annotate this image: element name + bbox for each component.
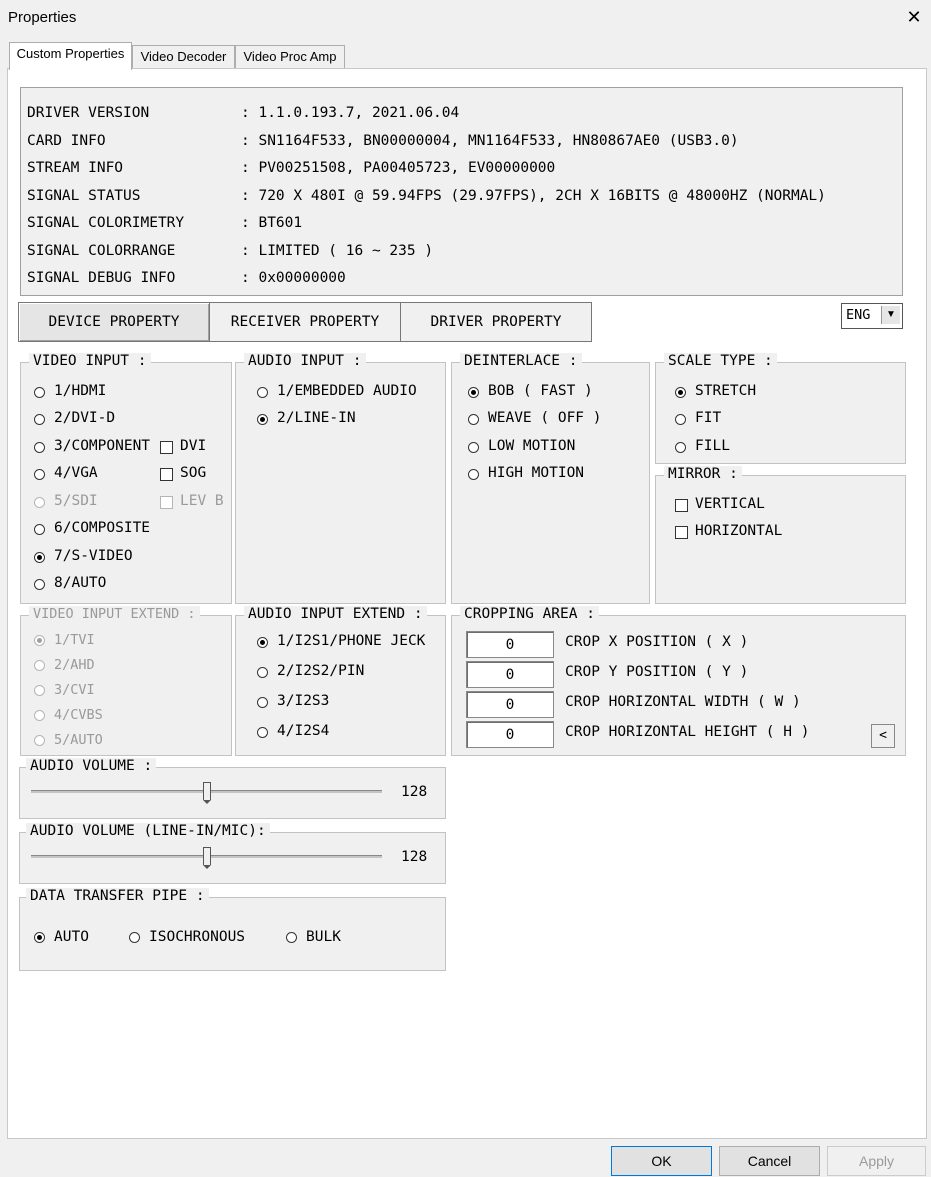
info-value: : LIMITED ( 16 ~ 235 ) (241, 242, 434, 259)
info-labels (27, 105, 184, 298)
checkbox-lev-b (160, 496, 173, 509)
info-label: CARD INFO (27, 132, 106, 149)
checkbox-label: SOG (180, 465, 207, 481)
radio-component[interactable] (34, 442, 45, 453)
audio-volume-title: AUDIO VOLUME : (26, 758, 156, 774)
driver-property-button[interactable]: DRIVER PROPERTY (400, 302, 592, 342)
radio-weave[interactable] (468, 414, 479, 425)
option-label: 1/EMBEDDED AUDIO (277, 383, 417, 399)
language-select[interactable] (841, 303, 903, 329)
crop-height-input[interactable]: 0 (466, 721, 554, 748)
cropping-area-title: CROPPING AREA : (460, 606, 599, 622)
option-label: FILL (695, 438, 730, 454)
crop-collapse-button[interactable]: < (871, 724, 895, 748)
audio-input-group (235, 353, 446, 604)
audio-volume-linein-group (19, 823, 446, 884)
radio-i2s2[interactable] (257, 667, 268, 678)
deinterlace-group (451, 353, 650, 604)
crop-width-input[interactable]: 0 (466, 691, 554, 718)
checkbox-label: DVI (180, 438, 207, 454)
data-transfer-pipe-group (19, 888, 446, 971)
option-label: FIT (695, 410, 722, 426)
info-label: SIGNAL STATUS (27, 187, 141, 204)
receiver-property-button[interactable]: RECEIVER PROPERTY (209, 302, 401, 342)
option-label: 2/I2S2/PIN (277, 663, 365, 679)
radio-fill[interactable] (675, 442, 686, 453)
apply-button: Apply (827, 1146, 926, 1176)
audio-volume-group (19, 758, 446, 819)
option-label: 3/I2S3 (277, 693, 330, 709)
audio-input-title: AUDIO INPUT : (244, 353, 366, 369)
radio-line-in[interactable] (257, 414, 268, 425)
option-label: 2/AHD (54, 657, 95, 673)
radio-pipe-bulk[interactable] (286, 932, 297, 943)
radio-ahd (34, 660, 45, 671)
chevron-down-icon[interactable]: ▼ (881, 306, 900, 324)
video-input-title: VIDEO INPUT : (29, 353, 151, 369)
option-label: 3/COMPONENT (54, 438, 151, 454)
audio-volume-value: 128 (401, 784, 428, 800)
option-label: 6/COMPOSITE (54, 520, 151, 536)
radio-extend-auto (34, 735, 45, 746)
radio-cvi (34, 685, 45, 696)
scale-type-title: SCALE TYPE : (664, 353, 777, 369)
radio-tvi (34, 635, 45, 646)
option-label: 1/HDMI (54, 383, 107, 399)
device-property-button[interactable]: DEVICE PROPERTY (18, 302, 210, 342)
audio-input-extend-group (235, 606, 446, 756)
crop-width-label: CROP HORIZONTAL WIDTH ( W ) (565, 694, 801, 710)
checkbox-dvi[interactable] (160, 441, 173, 454)
radio-stretch[interactable] (675, 387, 686, 398)
crop-y-label: CROP Y POSITION ( Y ) (565, 664, 749, 680)
radio-pipe-isochronous[interactable] (129, 932, 140, 943)
info-label: SIGNAL COLORRANGE (27, 242, 176, 259)
option-label: BULK (306, 929, 341, 945)
radio-hdmi[interactable] (34, 387, 45, 398)
language-value: ENG (846, 307, 871, 323)
radio-i2s1[interactable] (257, 637, 268, 648)
video-input-group (20, 353, 232, 604)
radio-fit[interactable] (675, 414, 686, 425)
option-label: AUTO (54, 929, 89, 945)
close-icon[interactable]: ✕ (906, 7, 922, 27)
radio-i2s4[interactable] (257, 727, 268, 738)
video-input-extend-title: VIDEO INPUT EXTEND : (29, 606, 200, 622)
info-label: SIGNAL DEBUG INFO (27, 270, 176, 286)
option-label: WEAVE ( OFF ) (488, 410, 602, 426)
info-label: STREAM INFO (27, 160, 124, 176)
audio-volume-linein-value: 128 (401, 849, 428, 865)
option-label: 3/CVI (54, 682, 95, 698)
radio-low-motion[interactable] (468, 442, 479, 453)
option-label: 1/TVI (54, 632, 95, 648)
radio-dvi-d[interactable] (34, 414, 45, 425)
info-value: : BT601 (241, 215, 303, 231)
radio-auto[interactable] (34, 579, 45, 590)
radio-sdi (34, 497, 45, 508)
audio-volume-linein-title: AUDIO VOLUME (LINE-IN/MIC): (26, 823, 270, 839)
radio-s-video[interactable] (34, 552, 45, 563)
checkbox-horizontal[interactable] (675, 526, 688, 539)
info-value: : 720 X 480I @ 59.94FPS (29.97FPS), 2CH X 16BITS @ 48000HZ (NORMAL) (241, 187, 826, 204)
info-value: : SN1164F533, BN00000004, MN1164F533, HN80867AE0 (USB3.0) (241, 132, 739, 149)
tab-video-decoder[interactable]: Video Decoder (132, 45, 235, 68)
option-label: STRETCH (695, 383, 757, 399)
info-value: : 0x00000000 (241, 270, 346, 286)
option-label: 8/AUTO (54, 575, 107, 591)
option-label: 2/LINE-IN (277, 410, 356, 426)
audio-volume-thumb[interactable] (203, 782, 211, 800)
radio-bob[interactable] (468, 387, 479, 398)
option-label: 4/I2S4 (277, 723, 330, 739)
video-input-extend-group (20, 606, 232, 756)
crop-height-label: CROP HORIZONTAL HEIGHT ( H ) (565, 724, 810, 740)
radio-composite[interactable] (34, 524, 45, 535)
radio-vga[interactable] (34, 469, 45, 480)
window-title: Properties (8, 9, 77, 26)
option-label: HORIZONTAL (695, 523, 783, 539)
info-value: : PV00251508, PA00405723, EV00000000 (241, 160, 556, 176)
checkbox-vertical[interactable] (675, 499, 688, 512)
info-values (241, 105, 826, 298)
crop-x-input[interactable]: 0 (466, 631, 554, 658)
option-label: 2/DVI-D (54, 410, 116, 426)
crop-x-label: CROP X POSITION ( X ) (565, 634, 749, 650)
audio-input-extend-title: AUDIO INPUT EXTEND : (244, 606, 427, 622)
option-label: 5/AUTO (54, 732, 103, 748)
cancel-button[interactable]: Cancel (719, 1146, 820, 1176)
radio-high-motion[interactable] (468, 469, 479, 480)
deinterlace-title: DEINTERLACE : (460, 353, 582, 369)
radio-i2s3[interactable] (257, 697, 268, 708)
radio-embedded-audio[interactable] (257, 387, 268, 398)
data-transfer-pipe-title: DATA TRANSFER PIPE : (26, 888, 209, 904)
scale-type-group (655, 353, 906, 464)
radio-pipe-auto[interactable] (34, 932, 45, 943)
audio-volume-linein-thumb[interactable] (203, 847, 211, 865)
radio-cvbs (34, 710, 45, 721)
title-bar (0, 0, 931, 36)
tab-video-proc-amp[interactable]: Video Proc Amp (235, 45, 345, 68)
option-label: 1/I2S1/PHONE JECK (277, 633, 426, 649)
option-label: 4/CVBS (54, 707, 103, 723)
checkbox-sog[interactable] (160, 468, 173, 481)
checkbox-label: LEV B (180, 493, 224, 509)
option-label: VERTICAL (695, 496, 765, 512)
crop-y-input[interactable]: 0 (466, 661, 554, 688)
cropping-area-group (451, 606, 906, 756)
info-panel (20, 87, 903, 296)
ok-button[interactable]: OK (611, 1146, 712, 1176)
option-label: BOB ( FAST ) (488, 383, 593, 399)
option-label: 4/VGA (54, 465, 98, 481)
option-label: HIGH MOTION (488, 465, 585, 481)
mirror-title: MIRROR : (664, 466, 742, 482)
option-label: 5/SDI (54, 493, 98, 509)
option-label: ISOCHRONOUS (149, 929, 246, 945)
mirror-group (655, 466, 906, 604)
option-label: 7/S-VIDEO (54, 548, 133, 564)
info-label: SIGNAL COLORIMETRY (27, 215, 185, 231)
tab-custom-properties[interactable]: Custom Properties (9, 42, 132, 70)
info-label: DRIVER VERSION (27, 105, 150, 121)
option-label: LOW MOTION (488, 438, 576, 454)
info-value: : 1.1.0.193.7, 2021.06.04 (241, 105, 460, 121)
